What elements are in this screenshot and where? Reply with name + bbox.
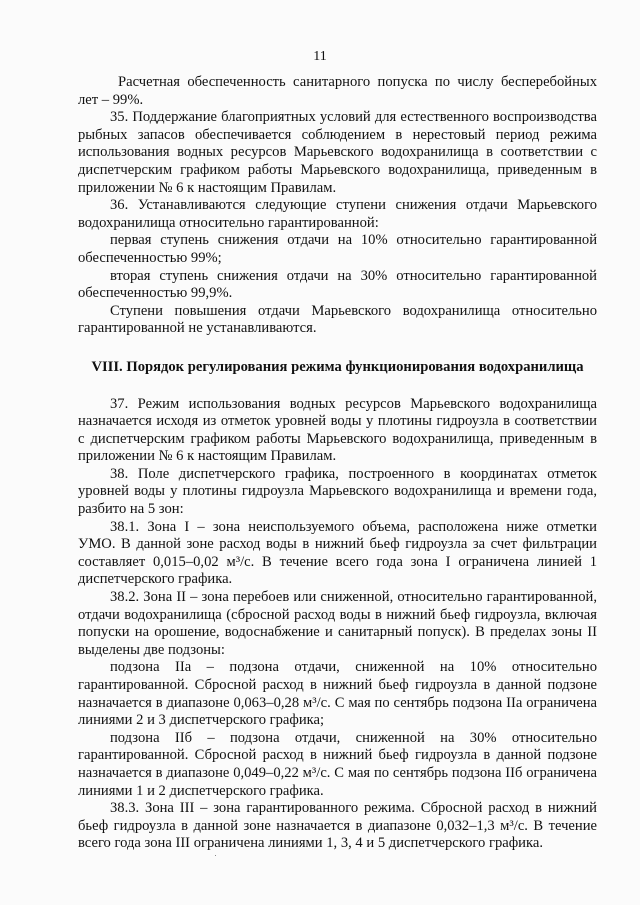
paragraph-p6: Ступени повышения отдачи Марьевского водохранилища относительно гарантированной не устанавливаются. bbox=[78, 302, 597, 337]
document-body bbox=[78, 74, 597, 853]
paragraph-p13: 38.3. Зона III – зона гарантированного режима. Сбросной расход в нижний бьеф гидроузла в данной зоне назначается в диапазоне 0,032–1,3 м³/с. В течение всего года зона III ограничена линиями 1, 3, 4 и 5 диспетчерского графика. bbox=[78, 800, 597, 852]
paragraphs-bottom bbox=[78, 396, 597, 853]
scan-speck bbox=[215, 855, 216, 856]
paragraph-p7: 37. Режим использования водных ресурсов Марьевского водохранилища назначается исходя из отметок уровней воды у плотины гидроузла в соответствии с диспетчерским графиком работы Марьевского водохранилища, приведенным в приложении № 6 к настоящим Правилам. bbox=[78, 395, 597, 465]
paragraph-p1: Расчетная обеспеченность санитарного попуска по числу бесперебойных лет – 99%. bbox=[78, 74, 597, 108]
paragraph-p5: вторая ступень снижения отдачи на 30% относительно гарантированной обеспеченностью 99,9%. bbox=[78, 267, 597, 302]
paragraph-p10: 38.2. Зона II – зона перебоев или сниженной, относительно гарантированной, отдачи водохранилища (сбросной расход воды в нижний бьеф гидроузла, включая попуски на орошение, водоснабжение и санитарный попуск). В пределах зоны II выделены две подзоны: bbox=[78, 589, 597, 658]
paragraph-p3: 36. Устанавливаются следующие ступени снижения отдачи Марьевского водохранилища относительно гарантированной: bbox=[78, 197, 597, 231]
paragraph-p11: подзона IIа – подзона отдачи, сниженной на 10% относительно гарантированной. Сбросной расход в нижний бьеф гидроузла в данной подзоне назначается в диапазоне 0,063–0,28 м³/с. С мая по сентябрь подзона IIа ограничена линиями 2 и 3 диспетчерского графика; bbox=[78, 659, 597, 729]
paragraph-p2: 35. Поддержание благоприятных условий для естественного воспроизводства рыбных запасов обеспечивается соблюдением в нерестовый период режима использования водных ресурсов Марьевского водохранилища в соответствии с диспетчерским графиком работы Марьевского водохранилища, приведенным в приложении № 6 к настоящим Правилам. bbox=[78, 109, 597, 196]
paragraph-p8: 38. Поле диспетчерского графика, построенного в координатах отметок уровней воды у плотины гидроузла Марьевского водохранилища и времени года, разбито на 5 зон: bbox=[78, 465, 597, 518]
section-heading: VIII. Порядок регулирования режима функционирования водохранилища bbox=[91, 358, 584, 375]
paragraph-p4: первая ступень снижения отдачи на 10% относительно гарантированной обеспеченностью 99%; bbox=[78, 232, 597, 266]
paragraphs-top bbox=[78, 74, 597, 338]
paragraph-p12: подзона IIб – подзона отдачи, сниженной на 30% относительно гарантированной. Сбросной расход в нижний бьеф гидроузла в данной подзоне назначается в диапазоне 0,049–0,22 м³/с. С мая по сентябрь подзона IIб ограничена линиями 1 и 2 диспетчерского графика. bbox=[78, 729, 597, 799]
page-number: 11 bbox=[313, 49, 327, 64]
paragraph-p9: 38.1. Зона I – зона неиспользуемого объема, расположена ниже отметки УМО. В данной зоне расход воды в нижний бьеф гидроузла за счет фильтрации составляет 0,015–0,02 м³/с. В течение всего года зона I ограничена линией 1 диспетчерского графика. bbox=[78, 518, 597, 588]
